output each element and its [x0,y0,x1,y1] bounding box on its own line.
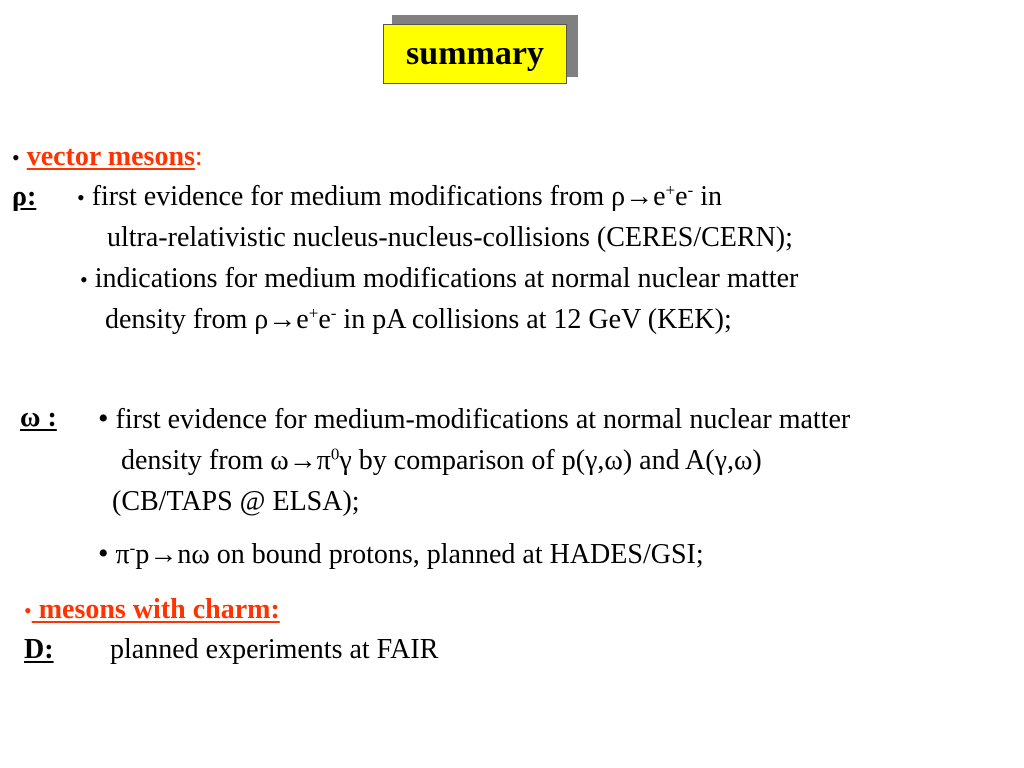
slide-title [383,24,567,84]
omega-item-1-line-3: (CB/TAPS @ ELSA); [112,486,360,517]
rho-item-2-line-1: • indications for medium modifications at normal nuclear matter [80,263,799,294]
rho-item-1-line-1: • first evidence for medium modifications from ρ→e+e- in [77,180,722,212]
d-item-text: planned experiments at FAIR [110,634,439,665]
bullet: • [80,267,88,292]
bullet: • [98,537,109,570]
slide-title-text: summary [406,35,544,72]
d-label: D: [24,634,54,665]
bullet: • [98,402,109,435]
rho-item-1-line-2: ultra-relativistic nucleus-nucleus-collisions (CERES/CERN); [107,222,793,253]
vector-mesons-colon: : [194,141,203,172]
omega-item-1-line-1: • first evidence for medium-modifications at normal nuclear matter [98,402,851,435]
omega-label: ω : [20,402,57,433]
vector-mesons-label: vector mesons [26,141,195,172]
omega-item-2: • π-p→nω on bound protons, planned at HADES/GSI; [98,537,704,570]
rho-label: ρ: [12,181,37,212]
bullet: • [12,145,20,170]
vector-mesons-heading [12,143,203,171]
rho-item-2-line-2: density from ρ→e+e- in pA collisions at 12 GeV (KEK); [105,303,732,335]
charm-heading-label: mesons with charm: [31,594,280,625]
bullet: • [77,185,85,210]
bullet: • [24,598,32,623]
charm-heading [24,596,280,624]
omega-item-1-line-2: density from $\omega\to\pi^0\gamma$ by comparison of p(γ,ω) and A(γ,ω) [121,444,762,476]
